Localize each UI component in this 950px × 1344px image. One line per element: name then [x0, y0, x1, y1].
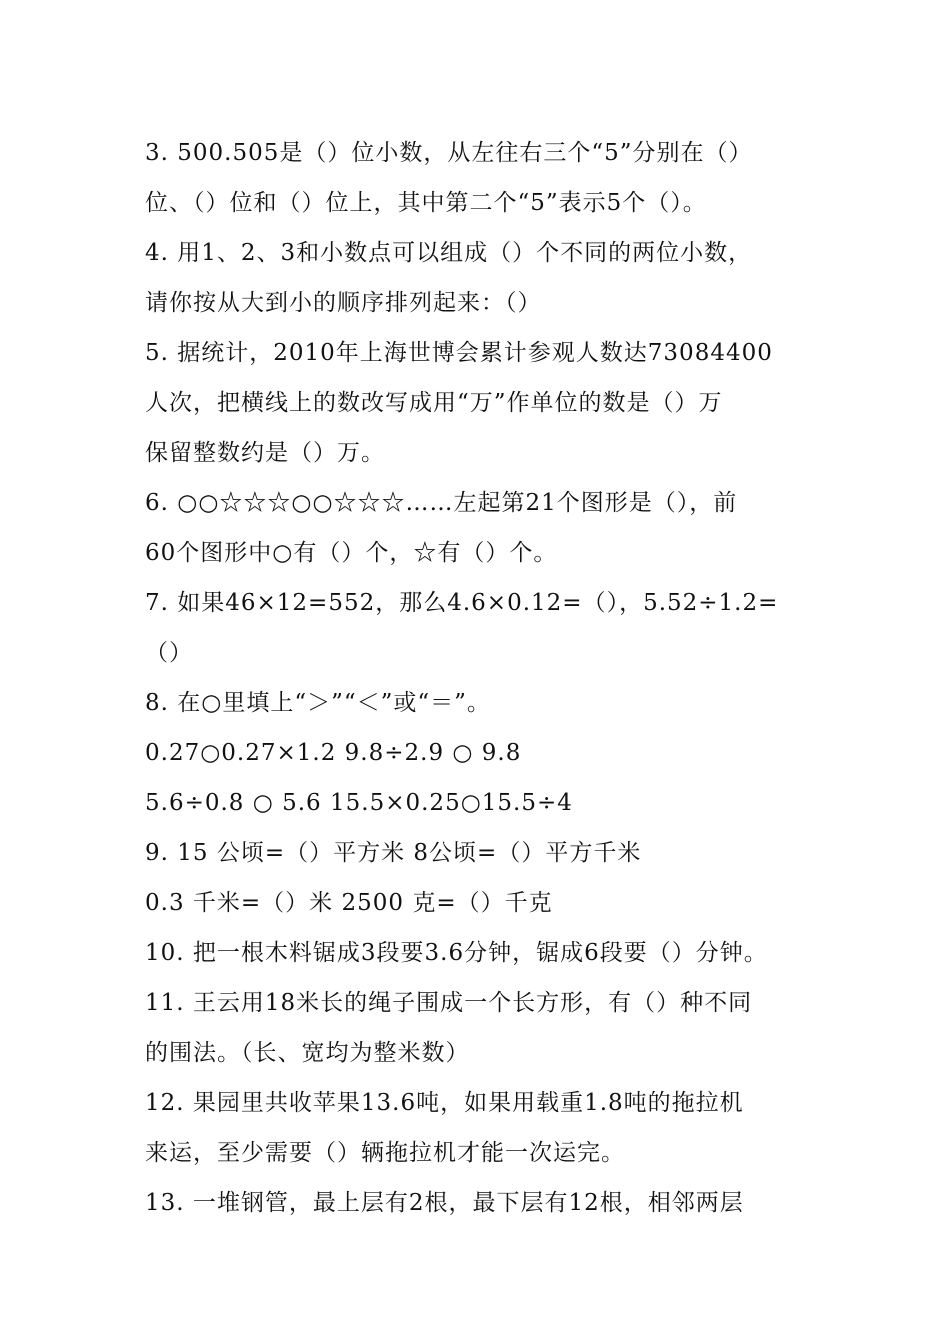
- question-4-line-2: 请你按从大到小的顺序排列起来：（）: [145, 290, 542, 316]
- question-7-line-2: （）: [145, 640, 193, 666]
- question-3-line-1: 3. 500.505是（）位小数，从左往右三个“5”分别在（）: [145, 140, 753, 166]
- question-3-line-2: 位、（）位和（）位上，其中第二个“5”表示5个（）。: [145, 190, 707, 216]
- question-8-line-3: 5.6÷0.8 ○ 5.6 15.5×0.25○15.5÷4: [145, 790, 573, 816]
- question-10-line-1: 10. 把一根木料锯成3段要3.6分钟，锯成6段要（）分钟。: [145, 940, 768, 966]
- question-9-line-1: 9. 15 公顷=（）平方米 8公顷=（）平方千米: [145, 840, 642, 866]
- question-11-line-1: 11. 王云用18米长的绳子围成一个长方形，有（）种不同: [145, 990, 753, 1016]
- question-6-line-1: 6. ○○☆☆☆○○☆☆☆……左起第21个图形是（），前: [145, 490, 738, 516]
- question-list: [145, 128, 935, 1228]
- question-13-line-1: 13. 一堆钢管，最上层有2根，最下层有12根，相邻两层: [145, 1190, 744, 1216]
- question-8-line-1: 8. 在○里填上“＞”“＜”或“＝”。: [145, 690, 491, 716]
- question-6-line-2: 60个图形中○有（）个，☆有（）个。: [145, 540, 558, 566]
- question-4-line-1: 4. 用1、2、3和小数点可以组成（）个不同的两位小数，: [145, 240, 753, 266]
- question-5-line-2: 人次，把横线上的数改写成用“万”作单位的数是（）万: [145, 390, 723, 416]
- question-5-line-3: 保留整数约是（）万。: [145, 440, 385, 466]
- question-5-line-1: 5. 据统计，2010年上海世博会累计参观人数达73084400: [145, 340, 773, 366]
- question-11-line-2: 的围法。（长、宽均为整米数）: [145, 1040, 470, 1066]
- question-9-line-2: 0.3 千米=（）米 2500 克=（）千克: [145, 890, 553, 916]
- question-12-line-2: 来运，至少需要（）辆拖拉机才能一次运完。: [145, 1140, 625, 1166]
- question-7-line-1: 7. 如果46×12=552，那么4.6×0.12=（），5.52÷1.2=: [145, 590, 779, 616]
- question-8-line-2: 0.27○0.27×1.2 9.8÷2.9 ○ 9.8: [145, 740, 522, 766]
- question-12-line-1: 12. 果园里共收苹果13.6吨，如果用载重1.8吨的拖拉机: [145, 1090, 744, 1116]
